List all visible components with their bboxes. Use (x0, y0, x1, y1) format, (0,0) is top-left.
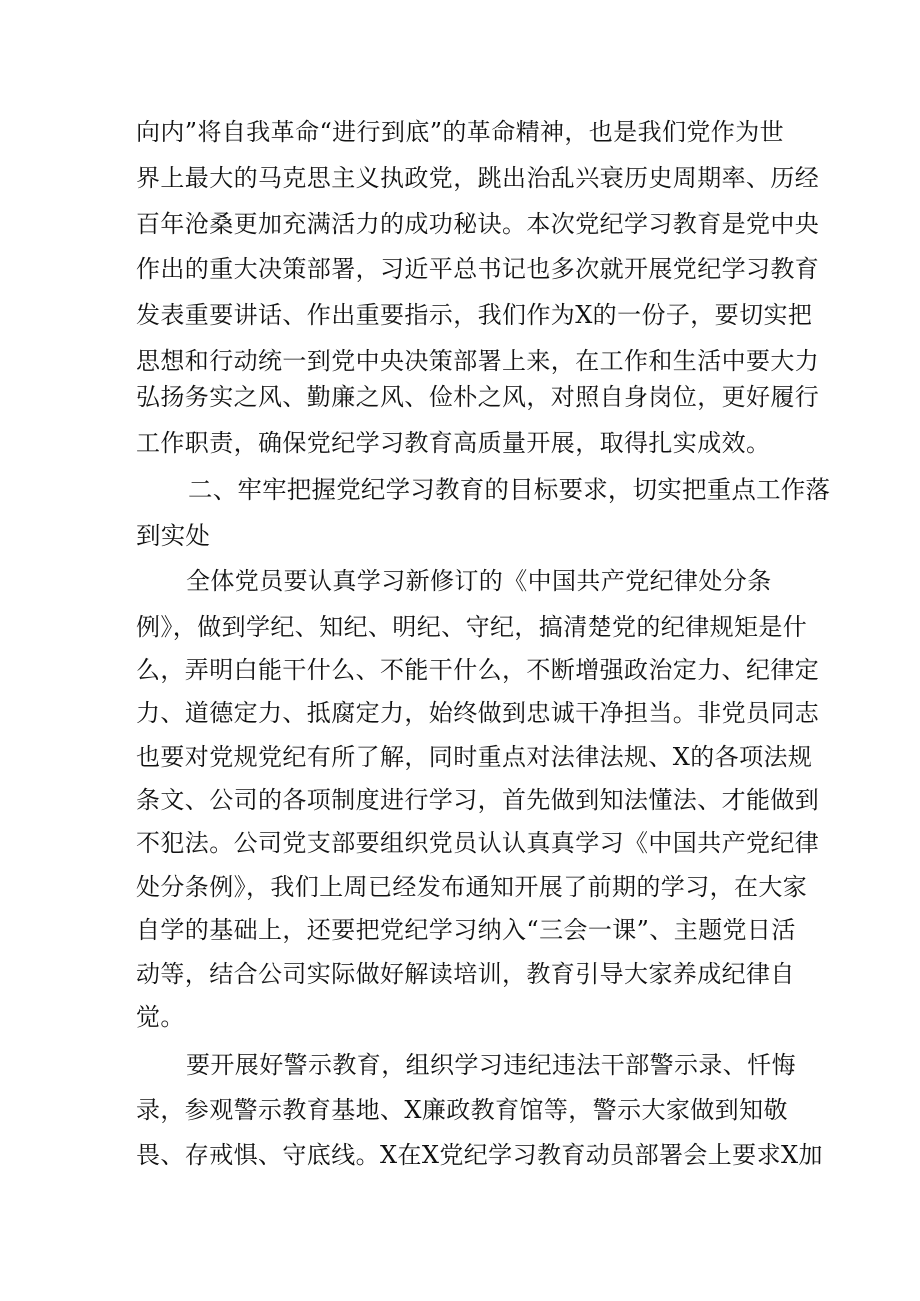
paragraph-line: 工作职责，确保党纪学习教育高质量开展，取得扎实成效。 (136, 429, 771, 457)
paragraph-line: 条文、公司的各项制度进行学习，首先做到知法懂法、才能做到 (136, 786, 820, 814)
section-heading: 二、牢牢把握党纪学习教育的目标要求，切实把重点工作落 (188, 475, 831, 504)
section-heading-continued: 到实处 (136, 521, 211, 550)
paragraph-line: 弘扬务实之风、勤廉之风、俭朴之风，对照自身岗位，更好履行 (136, 383, 820, 411)
paragraph-line: 处分条例》，我们上周已经发布通知开展了前期的学习，在大家 (136, 873, 808, 901)
paragraph-line: 百年沧桑更加充满活力的成功秘诀。本次党纪学习教育是党中央 (136, 210, 820, 238)
paragraph-line: 作出的重大决策部署，习近平总书记也多次就开展党纪学习教育 (136, 255, 820, 283)
paragraph-line: 力、道德定力、抵腐定力，始终做到忠诚干净担当。非党员同志 (136, 699, 820, 727)
paragraph-line: 也要对党规党纪有所了解，同时重点对法律法规、X的各项法规 (136, 743, 813, 771)
paragraph-line: 自学的基础上，还要把党纪学习纳入“三会一课”、主题党日活 (136, 916, 796, 944)
paragraph-first-line: 全体党员要认真学习新修订的《中国共产党纪律处分条 (186, 567, 772, 595)
paragraph-line: 录，参观警示教育基地、X廉政教育馆等，警示大家做到知敬 (136, 1096, 788, 1124)
paragraph-line: 不犯法。公司党支部要组织党员认认真真学习《中国共产党纪律 (136, 829, 820, 857)
paragraph-line: 发表重要讲话、作出重要指示，我们作为X的一份子，要切实把 (136, 301, 813, 329)
paragraph-line: 向内”将自我革命“进行到底”的革命精神，也是我们党作为世 (136, 118, 785, 146)
paragraph-line: 么，弄明白能干什么、不能干什么，不断增强政治定力、纪律定 (136, 656, 820, 684)
paragraph-line: 动等，结合公司实际做好解读培训，教育引导大家养成纪律自 (136, 960, 795, 988)
paragraph-first-line: 要开展好警示教育，组织学习违纪违法干部警示录、忏悔 (186, 1051, 796, 1079)
paragraph-line: 畏、存戒惧、守底线。X在X党纪学习教育动员部署会上要求X加 (136, 1141, 823, 1169)
paragraph-line: 界上最大的马克思主义执政党，跳出治乱兴衰历史周期率、历经 (136, 164, 820, 192)
paragraph-line: 例》，做到学纪、知纪、明纪、守纪，搞清楚党的纪律规矩是什 (136, 613, 808, 641)
paragraph-line: 觉。 (136, 1003, 185, 1031)
paragraph-line: 思想和行动统一到党中央决策部署上来，在工作和生活中要大力 (136, 347, 820, 375)
